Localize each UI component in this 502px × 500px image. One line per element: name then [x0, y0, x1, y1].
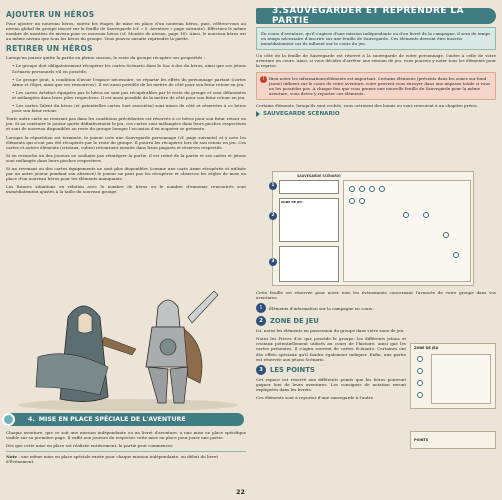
section-4-badge [2, 413, 15, 426]
sheet-token-4 [379, 186, 385, 192]
sheet-token-8 [423, 212, 429, 218]
sheet-title: SAUVEGARDE SCÉNARIO [297, 174, 341, 178]
remove-hero-intro: Lorsqu'un joueur quitte la partie en pleine session, le reste du groupe récupère ses propriétés : [6, 55, 205, 61]
item-2-heading [256, 316, 496, 326]
zone-card-grid [431, 354, 491, 404]
bullet-scenario-cards: • Le groupe doit obligatoirement récupérer les cartes Scénario dans le Sac à dos du héros, ainsi que ses jetons Scénario personnels s'il en possède. [12, 63, 246, 74]
bullet-talents: • Les cartes Talent du héros (et potentielles cartes Sort associées) sont mises de côté et réservées à ce héros pour son futur retour. [12, 103, 246, 114]
special-setup-text: Chaque aventure, que ce soit une mission indépendante ou un livret d'aventure, a une mise en place spécifique visible sur sa première page. Il suffit aux joueurs de respecter cette mise en place pour jouer une partie. [6, 430, 246, 441]
sheet-callout-1: 1 [269, 182, 277, 190]
zone-intro-text: Ici, notez les éléments en possession du groupe dans votre zone de jeu. [256, 328, 405, 334]
points-carryover-text: Ces éléments sont à reporter d'une sauvegarde à l'autre. [256, 395, 375, 401]
heading-add-hero: AJOUTER UN HÉROS [6, 10, 95, 19]
setup-complete-text: Dès que cette mise en place est réalisée entièrement, la partie peut commencer. [6, 443, 174, 449]
sheet-token-7 [403, 212, 409, 218]
left-column [6, 8, 246, 197]
item-1-text: Éléments d'information sur la campagne en cours. [269, 305, 374, 311]
item-3-title: LES POINTS [270, 365, 315, 374]
sheet-grid-area [343, 180, 471, 282]
note-label: Note [6, 454, 17, 460]
zone-detail-text: Notez les Pièces d'or que possède le groupe, les différents jetons et cristaux potentiellement utilisés au cours de l'histoire, ainsi que les cartes présentes. Il s'agira souvent de cartes Scénario. Certaines ont des effets spéciaux qu'il faudra également indiquer. Enfin, une partie est réservée aux jetons Scénario. [256, 336, 406, 362]
warning-text: Bien noter les informations/éléments est important. Certains éléments (présents dans les zones sur fond jaune) influent sur le cours de votre aventure, voire peuvent vous envoyer dans une impasse totale si vous ne les possédez pas. À chaque fois que vous prenez une nouvelle feuille de Sauvegarde pour la même aventure, vous devez y reporter ces éléments. [269, 75, 491, 96]
sheet-header-box [279, 180, 339, 194]
sheet-token-1 [349, 186, 355, 192]
save-intro-box: En cours d'aventure, qu'il s'agisse d'une mission indépendante ou d'un livret de la campagne, il sera de temps en temps nécessaire d'inscrire sur une feuille de Sauvegarde. Ces éléments devront être inscrits immédiatement car ils influent sur le cours du jeu. [256, 27, 496, 50]
warning-box [256, 72, 496, 100]
future-situations-text: Les futures situations en relation avec le nombre de héros ou le nombre d'ennemis rencontrés sont immédiatement ajustés à la taille du nouveau groupe. [6, 184, 246, 195]
section-4-body [6, 430, 246, 464]
subheading-scenario-save [256, 111, 496, 117]
scenario-save-sheet [272, 171, 474, 286]
zone-token-4 [417, 392, 423, 398]
zone-token-2 [417, 368, 423, 374]
item-1-number: 1 [256, 303, 266, 313]
item-2-title: ZONE DE JEU [270, 317, 319, 326]
sheet-token-10 [453, 252, 459, 258]
sheet-callout-3: 3 [269, 258, 277, 266]
item-2-number: 2 [256, 316, 266, 326]
points-text: Cet espace est réservé aux différents points que les héros pourront gagner lors de leurs aventures. Les consignes de notation seront expliquées dans les livrets. [256, 376, 406, 392]
triangle-bullet-icon [256, 111, 260, 117]
item-1-row [256, 303, 496, 313]
not-rejoin-text: Si en revanche un des joueurs ne souhaite pas réintégrer la partie, il est retiré de la partie et ses cartes et jetons sont mélangés dans leurs pioches respectives. [6, 152, 246, 163]
zone-token-1 [417, 356, 423, 362]
sheet-token-6 [359, 198, 365, 204]
heroes-illustration [8, 287, 244, 411]
zone-token-3 [417, 380, 423, 386]
points-card [410, 431, 496, 449]
sheet-sides-text: Un côté de la feuille de Sauvegarde est réservé à la sauvegarde de votre personnage, l'autre à celle de votre aventure en cours. Ainsi, si vous décidez d'arrêter une session de jeu, vous pourrez y noter tous les éléments pour la reprise. [256, 53, 496, 69]
sheet-zone-label: ZONE DE JEU [281, 200, 303, 204]
sheet-token-3 [369, 186, 375, 192]
zone-card-label: ZONE DE JEU [414, 346, 439, 350]
page-number: 22 [236, 488, 246, 496]
section-4-banner [6, 413, 244, 426]
heading-remove-hero: RETIRER UN HÉROS [6, 44, 93, 54]
other-cards-text: Toute autre carte ne rentrant pas dans les conditions précédentes est réservée à ce héros pour son futur retour en jeu. Si au contraire le joueur quitte définitivement le jeu, ces cartes sont mélangées dans leurs pioches respectives et sont de nouveau disponibles au reste du groupe lorsque l'occasion d'en acquérir se présente. [6, 116, 246, 132]
subheading-scenario-save-label: SAUVEGARDE SCÉNARIO [263, 111, 340, 118]
right-column [256, 8, 496, 119]
warning-icon: ! [260, 76, 267, 83]
unavailable-text: Si un revenant ou des cartes équipements ne sont plus disponibles (comme une carte Arme récupérée et utilisée par un autre joueur pendant son absence) le joueur ne peut pas les récupérer et observez les règles de mise en place d'un nouveau héros pour les éléments manquants. [6, 165, 246, 182]
sheet-zone-box [279, 198, 339, 242]
setup-note [6, 451, 246, 464]
item-3-number: 3 [256, 365, 266, 375]
sheet-purpose-text: Cette feuille est réservée pour noter tous les évènements concernant l'avancée de votre groupe dans vos aventures. [256, 290, 496, 301]
sheet-token-2 [359, 186, 365, 192]
bullet-artefacts: • Les cartes Artefact équipées par le héros ne sont pas récupérables par le reste du groupe et sont défaussées et mélangées dans leurs piles respectives. Il est aussi possible de la mettre de côté pour son futur retour en jeu. [12, 89, 246, 100]
points-card-label: POINTS [414, 438, 429, 442]
section-4-number: 4. [28, 416, 35, 423]
sheet-token-5 [349, 198, 355, 204]
sheet-callout-2: 2 [269, 212, 277, 220]
bullet-share-effects: • Le groupe peut, à condition d'avoir l'espace nécessaire, se répartir les effets du personnage partant (cartes Arme et Objet, ainsi que ses ressources). Il est aussi possible de lui mettre de côté pour son futur retour en jeu. [12, 76, 246, 87]
note-text: : une même mise en place spéciale existe pour chaque mission indépendante, au début du livret d'Évènement. [6, 454, 218, 465]
section-3-banner: 3.SAUVEGARDER ET REPRENDRE LA PARTIE [256, 8, 496, 24]
add-hero-text: Pour ajouter un nouveau héros, suivez les étapes de mise en place d'un nouveau héros, puis, référez-vous au niveau global du groupe inscrit sur la feuille de Sauvegarde (cf. « 5. Aventure » page suivante). Effectuez le même nombre de montées de niveau pour ce nouveau héros (cf. Montée de niveau, page 16). Ainsi, le nouveau héros est au même niveau que tous les héros du groupe. Vous pouvez ensuite reprendre la partie. [6, 21, 246, 42]
section-4-title: MISE EN PLACE SPÉCIALE DE L'AVENTURE [38, 416, 186, 423]
sheet-token-9 [443, 232, 449, 238]
checked-elements-text: Certains éléments, lorsqu'ils sont cochés, vous octroient des bonus ou vous renvoient à un chapitre précis. [256, 102, 479, 108]
sheet-points-box [279, 246, 339, 282]
distribution-text: Lorsque la répartition est terminée, le joueur crée une Sauvegarde personnage (cf. page suivante) et y note les éléments qui n'ont pas été récupérés par le reste du groupe. Il pourra les récupérer lors de son retour en jeu. Ces cartes et autres éléments (cristaux, cubes) retournent ensuite dans leurs paquets et réserves respectifs. [6, 134, 246, 150]
zone-de-jeu-card [410, 343, 496, 409]
